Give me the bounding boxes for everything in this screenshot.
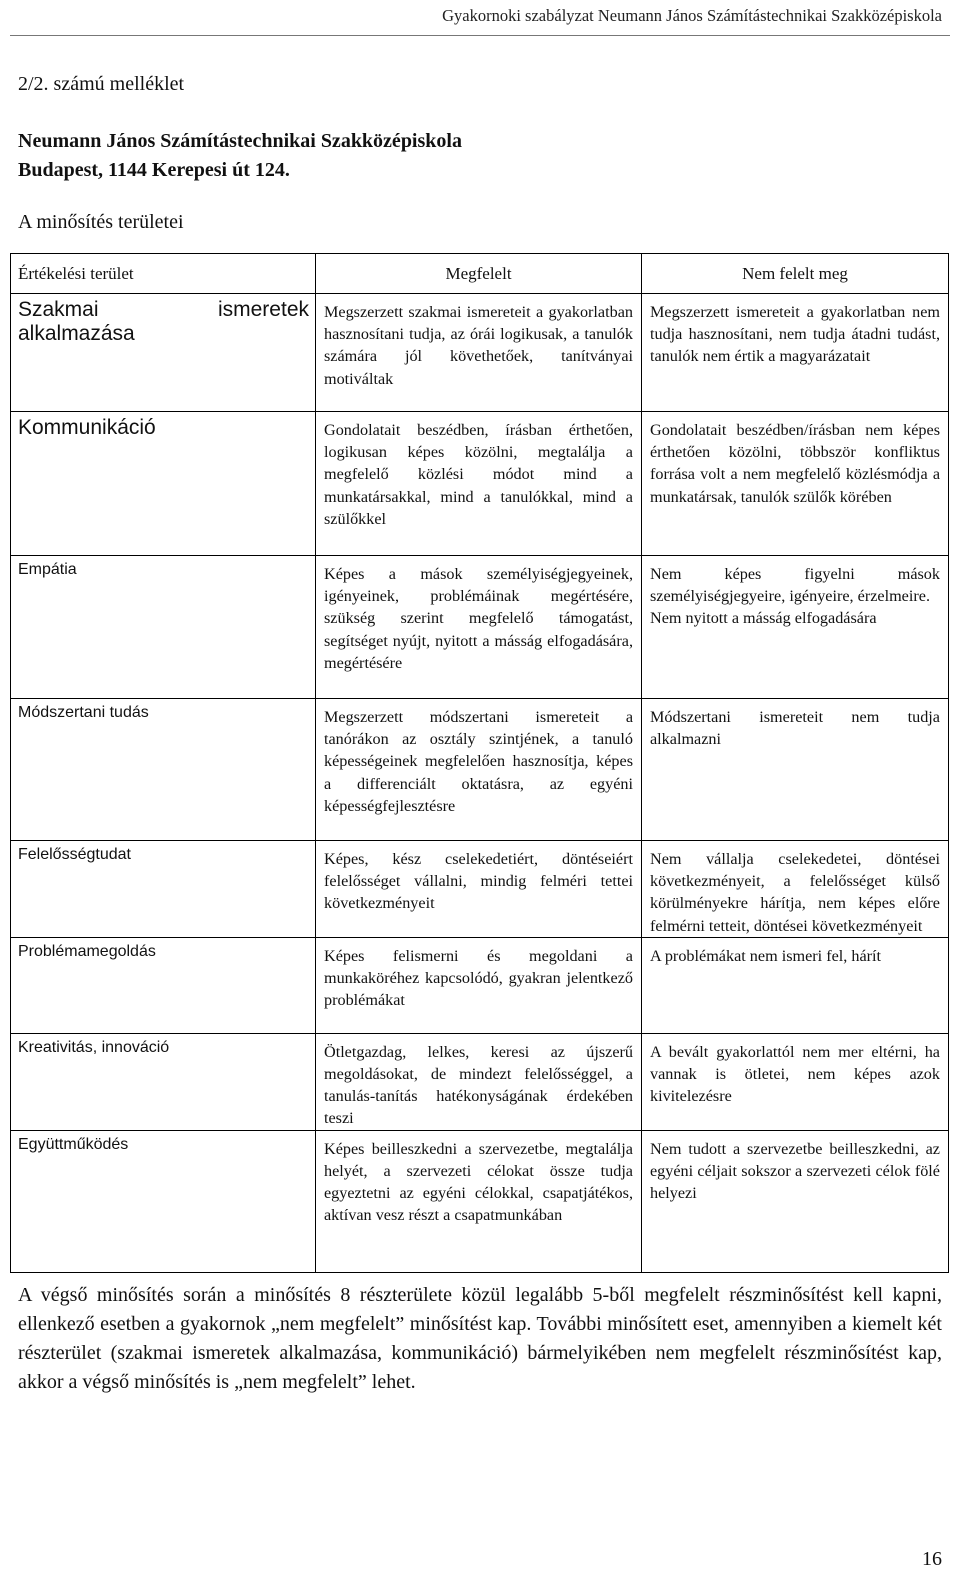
- fail-cell: Megszerzett ismereteit a gyakorlatban nem tudja hasznosítani, nem tudja átadni tudást, tanulók nem értik a magyarázatait: [642, 294, 949, 412]
- pass-cell: Gondolatait beszédben, írásban érthetően, logikusan képes közölni, megtalálja a megfelelő közlési módot mind a munkatársakkal, mind a tanulókkal, mind a szülőkkel: [316, 412, 642, 556]
- fail-cell: A bevált gyakorlattól nem mer eltérni, ha vannak is ötletei, nem képes azok kivitelezésre: [642, 1033, 949, 1130]
- area-cell: Kreativitás, innováció: [11, 1033, 316, 1130]
- running-header: Gyakornoki szabályzat Neumann János Számítástechnikai Szakközépiskola: [442, 6, 942, 25]
- pass-cell: Megszerzett szakmai ismereteit a gyakorlatban hasznosítani tudja, az órái logikusak, a tanulók számára jól követhetőek, tanítványai motiváltak: [316, 294, 642, 412]
- fail-cell: Nem vállalja cselekedetei, döntései következményeit, a felelősséget külső körülményekre hárítja, nem képes előre felmérni tetteit, döntései következményeit: [642, 841, 949, 938]
- fail-line: Nem nyitott a másság elfogadására: [650, 609, 877, 628]
- table-row: [11, 1130, 949, 1272]
- table-row: [11, 412, 949, 556]
- pass-cell: Ötletgazdag, lelkes, keresi az újszerű megoldásokat, de mindezt felelősséggel, a tanulás-tanítás hatékonyságának érdekében teszi: [316, 1033, 642, 1130]
- table-row: [11, 937, 949, 1033]
- final-rating-paragraph: A végső minősítés során a minősítés 8 részterülete közül legalább 5-ből megfelelt részminősítést kell kapni, ellenkező esetben a gyakornok „nem megfelelt” minősítést kap. További minősített eset, amennyiben a kiemelt két részterület (szakmai ismeretek alkalmazása, kommunikáció) bármelyikében nem megfelelt részminősítést kap, akkor a végső minősítés is „nem megfelelt” lehet.: [18, 1284, 942, 1393]
- school-name: Neumann János Számítástechnikai Szakközépiskola: [18, 130, 462, 152]
- pass-cell: Képes beilleszkedni a szervezetbe, megtalálja helyét, a szervezeti célokat össze tudja egyeztetni az egyéni célokkal, csapatjátékos, aktívan vesz részt a csapatmunkában: [316, 1130, 642, 1272]
- area-cell: Szakmai ismeretek alkalmazása: [11, 294, 316, 412]
- header-area: Értékelési terület: [11, 254, 316, 294]
- table-row: [11, 1033, 949, 1130]
- fail-cell: Gondolatait beszédben/írásban nem képes érthetően közölni, többször konfliktus forrása volt a nem megfelelő közlésmódja a munkatársak, tanulók szülők körében: [642, 412, 949, 556]
- fail-line: Nem képes figyelni mások személyiségjegyeire, igényeire, érzelmeire.: [650, 565, 940, 606]
- table-header-row: [11, 254, 949, 294]
- area-cell: Kommunikáció: [11, 412, 316, 556]
- page-number: 16: [922, 1548, 942, 1570]
- area-cell: Empátia: [11, 556, 316, 699]
- header-pass: Megfelelt: [316, 254, 642, 294]
- table-row: [11, 841, 949, 938]
- fail-cell: [642, 556, 949, 699]
- table-row: [11, 556, 949, 699]
- school-address: Budapest, 1144 Kerepesi út 124.: [18, 159, 290, 181]
- header-fail: Nem felelt meg: [642, 254, 949, 294]
- area-cell: Felelősségtudat: [11, 841, 316, 938]
- header-divider: [10, 35, 950, 36]
- area-cell: Együttműködés: [11, 1130, 316, 1272]
- pass-cell: Megszerzett módszertani ismereteit a tanórákon az osztály szintjének, a tanuló képességeinek megfelelően hasznosítja, képes a differenciált oktatásra, az egyéni képességfejlesztésre: [316, 699, 642, 841]
- area-cell: Problémamegoldás: [11, 937, 316, 1033]
- fail-cell: Módszertani ismereteit nem tudja alkalmazni: [642, 699, 949, 841]
- fail-cell: A problémákat nem ismeri fel, hárít: [642, 937, 949, 1033]
- areas-heading: A minősítés területei: [18, 211, 184, 233]
- table-row: [11, 294, 949, 412]
- area-cell: Módszertani tudás: [11, 699, 316, 841]
- pass-cell: Képes a mások személyiségjegyeinek, igényeinek, problémáinak megértésére, szükség szerint megfelelő támogatást, segítséget nyújt, nyitott a másság elfogadására, megértésére: [316, 556, 642, 699]
- evaluation-table: [10, 253, 949, 1273]
- pass-cell: Képes felismerni és megoldani a munkaköréhez kapcsolódó, gyakran jelentkező problémákat: [316, 937, 642, 1033]
- appendix-label: 2/2. számú melléklet: [18, 73, 185, 95]
- fail-cell: Nem tudott a szervezetbe beilleszkedni, az egyéni céljait sokszor a szervezeti célok fölé helyezi: [642, 1130, 949, 1272]
- table-row: [11, 699, 949, 841]
- pass-cell: Képes, kész cselekedetiért, döntéseiért felelősséget vállalni, mindig felméri tettei következményeit: [316, 841, 642, 938]
